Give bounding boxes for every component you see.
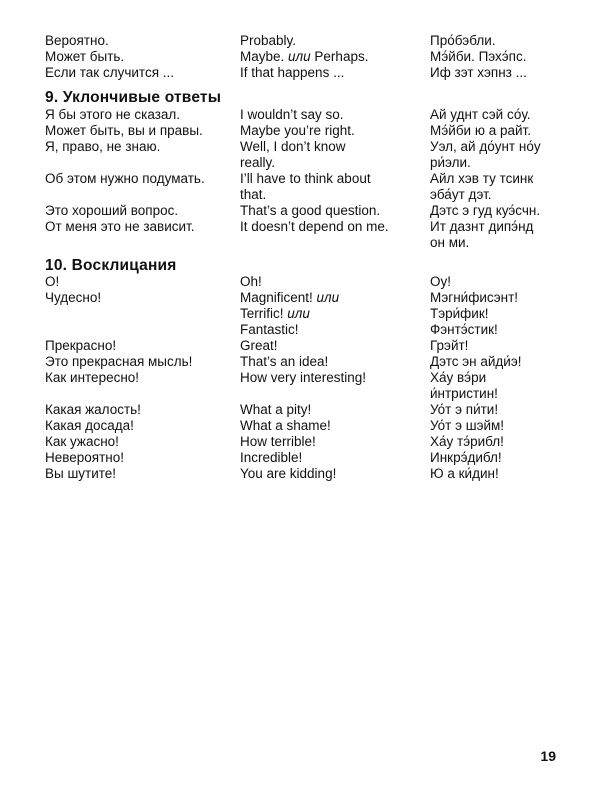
transcription: Мэ́йби. Пэхэ́пс. [430,49,527,64]
english-phrase: That’s a good question. [240,203,381,218]
russian-phrase: О! [45,274,60,289]
english-phrase: Magnificent! или Terrific! или Fantastic! [240,290,340,337]
intro-table [45,33,565,81]
transcription: Ай уднт сэй со́у. [430,107,531,122]
transcription: Дэтс э гуд куэ́счн. [430,203,541,218]
table-row [45,139,565,171]
english-phrase: That’s an idea! [240,354,329,369]
english-phrase: What a shame! [240,418,331,433]
transcription: Уо́т э пи́ти! [430,402,499,417]
transcription: Ит дазнт дипэ́нд он ми. [430,219,534,250]
russian-phrase: Вероятно. [45,33,109,48]
table-row [45,274,565,290]
transcription: Ха́у вэ́ри и́нтристин! [430,370,498,401]
english-phrase: How terrible! [240,434,316,449]
transcription: Уэл, ай до́унт но́у ри́эли. [430,139,541,170]
russian-phrase: Какая досада! [45,418,134,433]
english-phrase: Probably. [240,33,297,48]
table-row [45,65,565,81]
english-phrase: Oh! [240,274,262,289]
english-phrase: If that happens ... [240,65,345,80]
russian-phrase: Это хороший вопрос. [45,203,179,218]
russian-phrase: Я бы этого не сказал. [45,107,181,122]
section10-table [45,274,565,482]
english-phrase: Great! [240,338,278,353]
transcription: Оу! [430,274,452,289]
russian-phrase: Чудесно! [45,290,102,305]
russian-phrase: Может быть, вы и правы. [45,123,203,138]
table-row [45,370,565,402]
english-phrase: Maybe. или Perhaps. [240,49,369,64]
transcription: Ю а ки́дин! [430,466,499,481]
russian-phrase: Вы шутите! [45,466,117,481]
russian-phrase: Я, право, не знаю. [45,139,161,154]
russian-phrase: Если так случится ... [45,65,175,80]
english-phrase: Incredible! [240,450,303,465]
table-row [45,354,565,370]
english-phrase: I wouldn’t say so. [240,107,344,122]
section-heading: 10. Восклицания [45,257,177,274]
table-row [45,290,565,338]
table-row [45,338,565,354]
table-row [45,418,565,434]
english-phrase: Maybe you’re right. [240,123,355,138]
table-row [45,123,565,139]
transcription: Мэгни́фисэнт! Тэри́фик! Фэнтэ́стик! [430,290,519,337]
table-row [45,33,565,49]
transcription: Айл хэв ту тсинк эба́ут дэт. [430,171,534,202]
table-row [45,434,565,450]
table-row [45,107,565,123]
russian-phrase: Невероятно! [45,450,125,465]
english-phrase: I’ll have to think about that. [240,171,371,202]
russian-phrase: Об этом нужно подумать. [45,171,205,186]
english-phrase: How very interesting! [240,370,367,385]
russian-phrase: Какая жалость! [45,402,141,417]
russian-phrase: Может быть. [45,49,125,64]
transcription: Грэйт! [430,338,469,353]
russian-phrase: Как ужасно! [45,434,119,449]
section9-table [45,107,565,251]
russian-phrase: Прекрасно! [45,338,117,353]
transcription: Ха́у тэ́рибл! [430,434,504,449]
english-phrase: What a pity! [240,402,312,417]
transcription: Уо́т э шэйм! [430,418,505,433]
english-phrase: Well, I don’t know really. [240,139,346,170]
section-heading: 9. Уклончивые ответы [45,89,222,106]
transcription: Дэтс эн айди́э! [430,354,522,369]
table-row [45,203,565,219]
table-row [45,450,565,466]
transcription: Иф зэт хэпнз ... [430,65,527,80]
russian-phrase: От меня это не зависит. [45,219,195,234]
table-row [45,402,565,418]
russian-phrase: Это прекрасная мысль! [45,354,193,369]
transcription: Инкрэ́дибл! [430,450,502,465]
english-phrase: You are kidding! [240,466,337,481]
page-number: 19 [540,748,556,764]
transcription: Про́бэбли. [430,33,496,48]
table-row [45,49,565,65]
russian-phrase: Как интересно! [45,370,140,385]
table-row [45,466,565,482]
table-row [45,219,565,251]
transcription: Мэ́йби ю а райт. [430,123,531,138]
english-phrase: It doesn’t depend on me. [240,219,389,234]
table-row [45,171,565,203]
